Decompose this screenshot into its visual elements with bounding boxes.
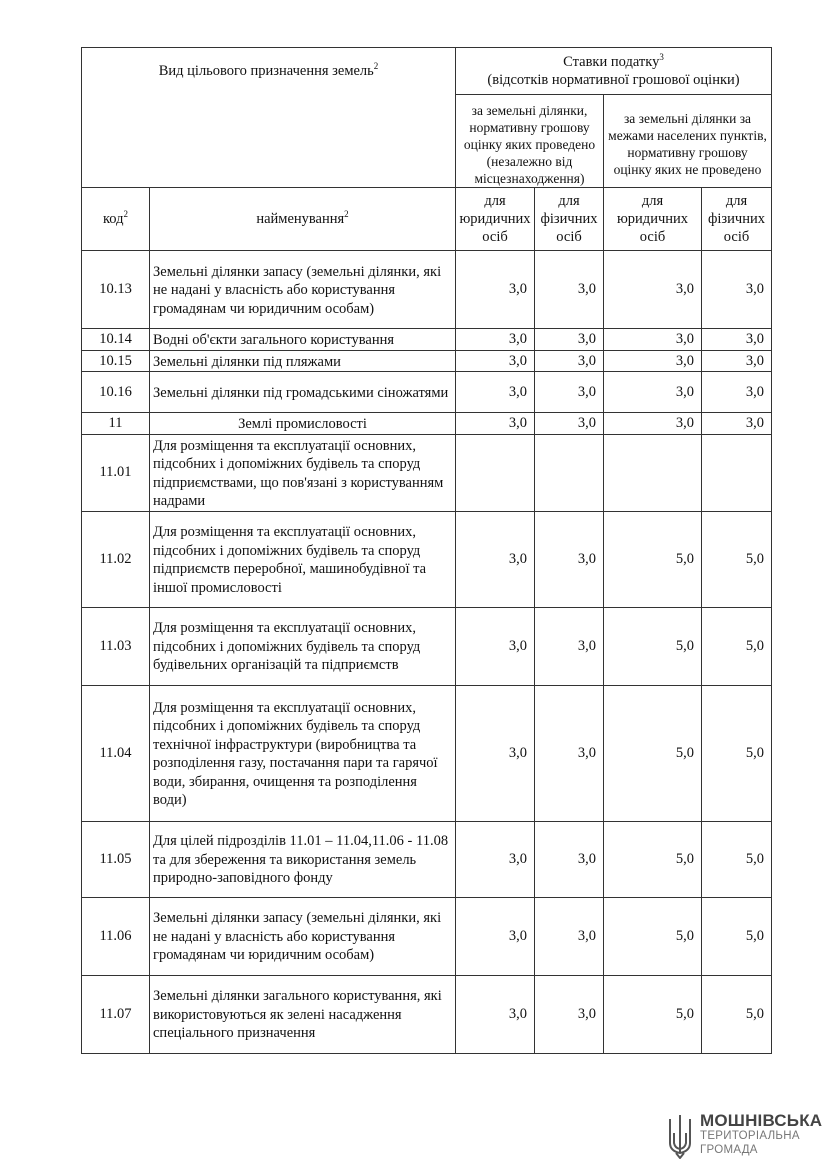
- rate-legal-not-assessed: 5,0: [604, 897, 702, 975]
- rate-legal-not-assessed: 5,0: [604, 685, 702, 821]
- row-name: Водні об'єкти загального користування: [150, 329, 456, 351]
- footnote-mark: 3: [659, 51, 664, 62]
- row-code: 11: [82, 413, 150, 435]
- table-row: [82, 434, 772, 511]
- rate-legal-not-assessed: [604, 434, 702, 511]
- rate-individual-assessed: 3,0: [535, 350, 604, 372]
- row-code: 11.05: [82, 821, 150, 897]
- row-name: Земельні ділянки під пляжами: [150, 350, 456, 372]
- group-assessed-text: за земельні ділянки, нормативну грошову оцінку яких проведено (незалежно від місцезнаходження): [463, 102, 596, 186]
- rate-individual-assessed: 3,0: [535, 413, 604, 435]
- rate-legal-assessed: 3,0: [456, 251, 535, 329]
- rate-individual-assessed: 3,0: [535, 897, 604, 975]
- rate-legal-assessed: 3,0: [456, 685, 535, 821]
- row-name: Земельні ділянки запасу (земельні ділянки, які не надані у власність або користування громадянам чи юридичним особам): [150, 897, 456, 975]
- table-row: [82, 413, 772, 435]
- footnote-mark: 2: [123, 209, 129, 220]
- rate-individual-not-assessed: 3,0: [702, 251, 772, 329]
- row-code: 11.03: [82, 607, 150, 685]
- legal-entities-header-2: для юридичних осіб: [604, 188, 702, 251]
- column-header-row: [82, 188, 772, 251]
- table-row: [82, 329, 772, 351]
- rate-individual-not-assessed: 5,0: [702, 975, 772, 1053]
- table-row: [82, 372, 772, 413]
- row-code: 10.16: [82, 372, 150, 413]
- tax-rates-table: [81, 47, 772, 1054]
- table-row: [82, 821, 772, 897]
- code-column-header: [82, 188, 150, 251]
- purpose-header-cell: [82, 48, 456, 188]
- rate-individual-not-assessed: 5,0: [702, 607, 772, 685]
- row-name: Земельні ділянки загального користування, які використовуються як зелені насадження спеціального призначення: [150, 975, 456, 1053]
- rate-individual-not-assessed: 5,0: [702, 685, 772, 821]
- rate-legal-not-assessed: 3,0: [604, 350, 702, 372]
- table-row: [82, 511, 772, 607]
- name-column-header: [150, 188, 456, 251]
- community-logo: [667, 1111, 823, 1163]
- rate-legal-assessed: [456, 434, 535, 511]
- rate-individual-not-assessed: 3,0: [702, 413, 772, 435]
- rate-individual-not-assessed: 5,0: [702, 897, 772, 975]
- rate-legal-not-assessed: 5,0: [604, 975, 702, 1053]
- rate-legal-not-assessed: 3,0: [604, 251, 702, 329]
- rates-header-cell: [456, 48, 772, 95]
- rates-header-subtitle: (відсотків нормативної грошової оцінки): [487, 72, 740, 88]
- name-header-text: найменування: [256, 211, 345, 227]
- rate-individual-assessed: 3,0: [535, 607, 604, 685]
- rate-legal-assessed: 3,0: [456, 413, 535, 435]
- group-assessed-cell: [456, 95, 604, 188]
- row-name: Для розміщення та експлуатації основних, підсобних і допоміжних будівель та споруд технічної інфраструктури (виробництва та розподілення газу, постачання пари та гарячої води, збирання, очищення та розподілення води): [150, 685, 456, 821]
- row-code: 11.02: [82, 511, 150, 607]
- rate-legal-assessed: 3,0: [456, 350, 535, 372]
- rate-individual-assessed: 3,0: [535, 511, 604, 607]
- rate-legal-not-assessed: 3,0: [604, 372, 702, 413]
- row-code: 11.07: [82, 975, 150, 1053]
- rate-legal-assessed: 3,0: [456, 975, 535, 1053]
- rate-individual-assessed: 3,0: [535, 251, 604, 329]
- rate-individual-assessed: 3,0: [535, 975, 604, 1053]
- rates-header-title: Ставки податку: [563, 53, 660, 70]
- row-name: Для цілей підрозділів 11.01 – 11.04,11.06 - 11.08 та для збереження та використання земель природно-заповідного фонду: [150, 821, 456, 897]
- rate-legal-assessed: 3,0: [456, 329, 535, 351]
- footnote-mark: 2: [344, 209, 349, 220]
- row-code: 11.04: [82, 685, 150, 821]
- code-header-text: код: [102, 211, 124, 227]
- rate-legal-not-assessed: 5,0: [604, 607, 702, 685]
- rate-individual-not-assessed: 3,0: [702, 329, 772, 351]
- row-name: Землі промисловості: [150, 413, 456, 435]
- rate-legal-assessed: 3,0: [456, 821, 535, 897]
- row-code: 10.14: [82, 329, 150, 351]
- rate-individual-assessed: 3,0: [535, 685, 604, 821]
- logo-line-1: МОШНІВСЬКА: [700, 1111, 823, 1130]
- table-row: [82, 975, 772, 1053]
- group-not-assessed-cell: [604, 95, 772, 188]
- rate-individual-assessed: 3,0: [535, 329, 604, 351]
- rate-legal-assessed: 3,0: [456, 372, 535, 413]
- row-name: Для розміщення та експлуатації основних, підсобних і допоміжних будівель та споруд підприємствами, що пов'язані з користуванням надрами: [150, 434, 456, 511]
- footnote-mark: 2: [373, 61, 379, 72]
- rate-legal-assessed: 3,0: [456, 897, 535, 975]
- purpose-header-text: Вид цільового призначення земель: [158, 63, 374, 79]
- logo-line-2: ТЕРИТОРІАЛЬНА: [700, 1130, 800, 1142]
- table-row: [82, 350, 772, 372]
- row-code: 10.15: [82, 350, 150, 372]
- rate-legal-assessed: 3,0: [456, 511, 535, 607]
- rate-legal-assessed: 3,0: [456, 607, 535, 685]
- table-row: [82, 607, 772, 685]
- individuals-header-2: для фізичних осіб: [702, 188, 772, 251]
- table-row: [82, 685, 772, 821]
- individuals-header-1: для фізичних осіб: [535, 188, 604, 251]
- rate-individual-not-assessed: 3,0: [702, 350, 772, 372]
- rate-individual-not-assessed: [702, 434, 772, 511]
- group-not-assessed-text: за земельні ділянки за межами населених пунктів, нормативну грошову оцінку яких не проведено: [608, 111, 767, 177]
- row-name: Земельні ділянки під громадськими сіножатями: [150, 372, 456, 413]
- trident-icon: [667, 1113, 693, 1159]
- rate-individual-not-assessed: 5,0: [702, 821, 772, 897]
- rate-individual-not-assessed: 3,0: [702, 372, 772, 413]
- row-code: 11.06: [82, 897, 150, 975]
- table-row: [82, 251, 772, 329]
- rate-individual-not-assessed: 5,0: [702, 511, 772, 607]
- table-header-row: [82, 48, 772, 95]
- row-code: 11.01: [82, 434, 150, 511]
- row-name: Земельні ділянки запасу (земельні ділянки, які не надані у власність або користування громадянам чи юридичним особам): [150, 251, 456, 329]
- row-code: 10.13: [82, 251, 150, 329]
- row-name: Для розміщення та експлуатації основних, підсобних і допоміжних будівель та споруд підприємств переробної, машинобудівної та іншої промисловості: [150, 511, 456, 607]
- rate-individual-assessed: [535, 434, 604, 511]
- table-row: [82, 897, 772, 975]
- rate-legal-not-assessed: 3,0: [604, 329, 702, 351]
- rate-legal-not-assessed: 5,0: [604, 821, 702, 897]
- rate-individual-assessed: 3,0: [535, 372, 604, 413]
- legal-entities-header-1: для юридичних осіб: [456, 188, 535, 251]
- row-name: Для розміщення та експлуатації основних, підсобних і допоміжних будівель та споруд будівельних організацій та підприємств: [150, 607, 456, 685]
- logo-line-3: ГРОМАДА: [700, 1144, 758, 1156]
- rate-individual-assessed: 3,0: [535, 821, 604, 897]
- rate-legal-not-assessed: 3,0: [604, 413, 702, 435]
- rate-legal-not-assessed: 5,0: [604, 511, 702, 607]
